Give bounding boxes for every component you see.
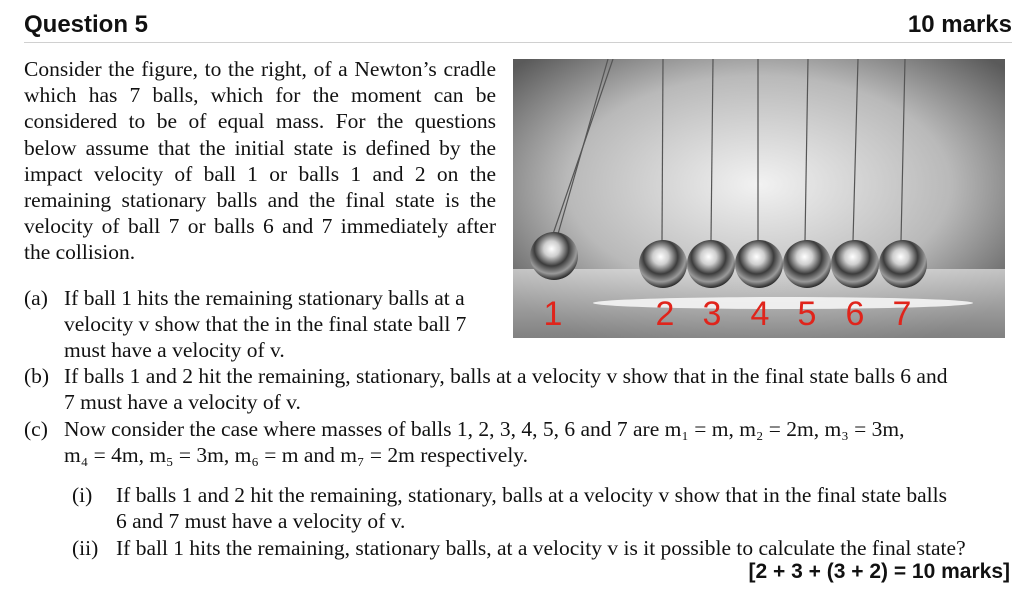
part-a-line-3: must have a velocity of v.: [64, 338, 285, 362]
ball-2: [639, 240, 687, 288]
ball-label: 3: [702, 295, 722, 333]
part-a-label: (a): [24, 286, 48, 310]
part-a: [24, 285, 499, 365]
ball-label: 6: [845, 295, 865, 333]
question-title: Question 5: [24, 11, 149, 38]
part-c-line-1: Now consider the case where masses of balls 1, 2, 3, 4, 5, 6 and 7 are m₁ = m, m₂ = 2m, m₃ = 3m,: [64, 417, 905, 441]
part-b-line-1: If balls 1 and 2 hit the remaining, stationary, balls at a velocity v show that in the final state balls 6 and: [64, 364, 948, 388]
part-c-ii-line-1: If ball 1 hits the remaining, stationary balls, at a velocity v is it possible to calculate the final state?: [116, 536, 966, 560]
part-b-line-2: 7 must have a velocity of v.: [64, 390, 301, 414]
ball-4: [735, 240, 783, 288]
part-c-i-line-1: If balls 1 and 2 hit the remaining, stationary, balls at a velocity v show that in the final state balls: [116, 483, 947, 507]
question-header: [24, 8, 1012, 43]
part-c-i: [72, 482, 1012, 536]
ball-7: [879, 240, 927, 288]
part-c-i-label: (i): [72, 483, 93, 507]
ball-label: 2: [655, 295, 675, 333]
question-marks: 10 marks: [907, 11, 1012, 38]
part-c-line-2: m₄ = 4m, m₅ = 3m, m₆ = m and m₇ = 2m respectively.: [64, 443, 529, 467]
part-c-i-line-2: 6 and 7 must have a velocity of v.: [116, 509, 406, 533]
ball-6: [831, 240, 879, 288]
part-b-label: (b): [24, 364, 50, 388]
intro-paragraph: Consider the figure, to the right, of a Newton’s cradle which has 7 balls, which for the moment can be considered to be of equal mass. For the questions below assume that the initial state is defined by the impact velocity of ball 1 or balls 1 and 2 on the remaining stationary balls and the final state is the velocity of ball 7 or balls 6 and 7 immediately after the collision.: [24, 57, 496, 265]
ball-3: [687, 240, 735, 288]
part-c: [24, 416, 1014, 470]
part-c-label: (c): [24, 417, 48, 441]
newtons-cradle-figure: [513, 59, 1005, 338]
part-b: [24, 363, 1014, 417]
ball-label: 5: [797, 295, 817, 333]
part-c-ii-label: (ii): [72, 536, 99, 560]
part-a-line-1: If ball 1 hits the remaining stationary balls at a: [64, 286, 465, 310]
ball-label: 7: [892, 295, 912, 333]
ball-1: [530, 232, 578, 280]
part-a-line-2: velocity v show that the in the final state ball 7: [64, 312, 467, 336]
ball-5: [783, 240, 831, 288]
part-c-ii: [72, 535, 1012, 563]
total-marks: [2 + 3 + (3 + 2) = 10 marks]: [748, 560, 1010, 583]
ball-label: 1: [543, 295, 563, 333]
ball-label: 4: [750, 295, 770, 333]
